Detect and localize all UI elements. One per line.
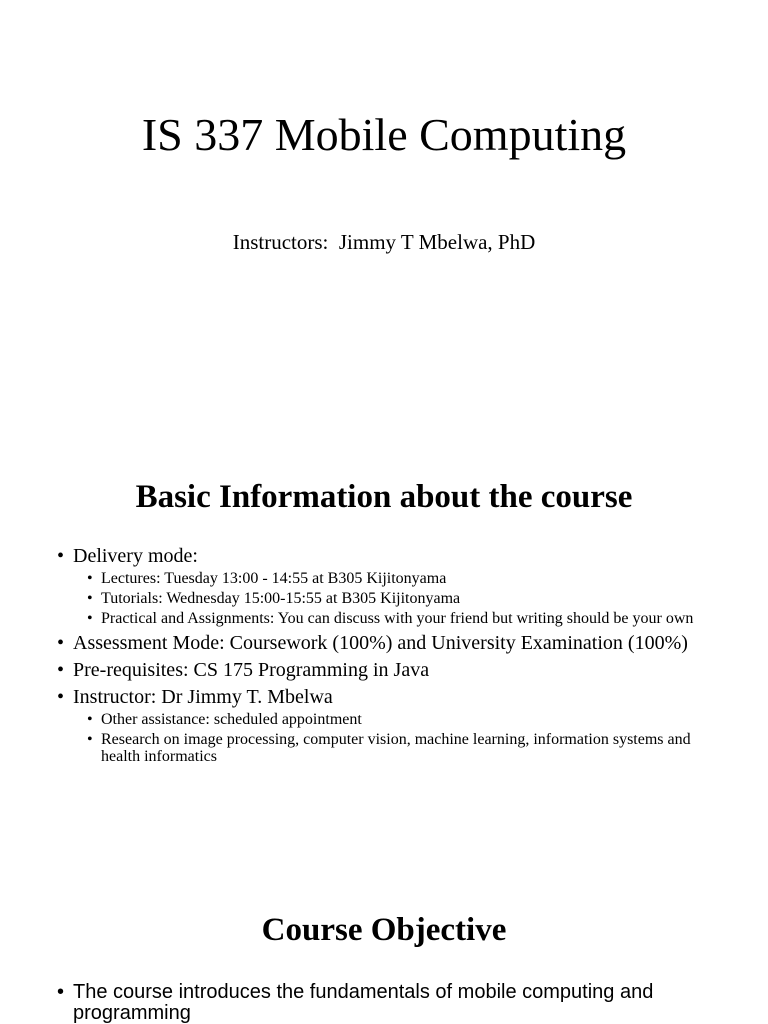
sub-bullet-item: • Other assistance: scheduled appointment: [87, 711, 697, 728]
bullet-item: [57, 633, 697, 654]
sub-bullet-list: [73, 570, 697, 627]
sub-bullet-item: • Practical and Assignments: You can discuss with your friend but writing should be your own: [87, 610, 697, 627]
bullet-text: Assessment Mode: Coursework (100%) and University Examination (100%): [73, 632, 688, 654]
bullet-item: [57, 982, 697, 1024]
sub-bullet-item: • Research on image processing, computer vision, machine learning, information systems and health informatics: [87, 731, 697, 765]
sub-bullet-list: [73, 711, 697, 765]
bullet-list-course-objective: [57, 982, 697, 1024]
bullet-text: Instructor: Dr Jimmy T. Mbelwa: [73, 686, 333, 708]
bullet-text: Delivery mode:: [73, 545, 198, 567]
slide-title-course: IS 337 Mobile Computing: [141, 109, 627, 160]
slide-subtitle-instructors: Instructors: Jimmy T Mbelwa, PhD: [232, 230, 536, 254]
bullet-list-basic-information: [57, 546, 697, 771]
bullet-item: [57, 546, 697, 627]
bullet-text: The course introduces the fundamentals of mobile computing and programming: [73, 981, 654, 1024]
sub-bullet-item: • Lectures: Tuesday 13:00 - 14:55 at B305 Kijitonyama: [87, 570, 697, 587]
bullet-text: Pre-requisites: CS 175 Programming in Java: [73, 659, 430, 681]
slide-title-course-objective: Course Objective: [261, 912, 507, 948]
slide-title-basic-information: Basic Information about the course: [135, 479, 633, 515]
bullet-item: [57, 687, 697, 765]
bullet-item: [57, 660, 697, 681]
sub-bullet-item: • Tutorials: Wednesday 15:00-15:55 at B305 Kijitonyama: [87, 590, 697, 607]
